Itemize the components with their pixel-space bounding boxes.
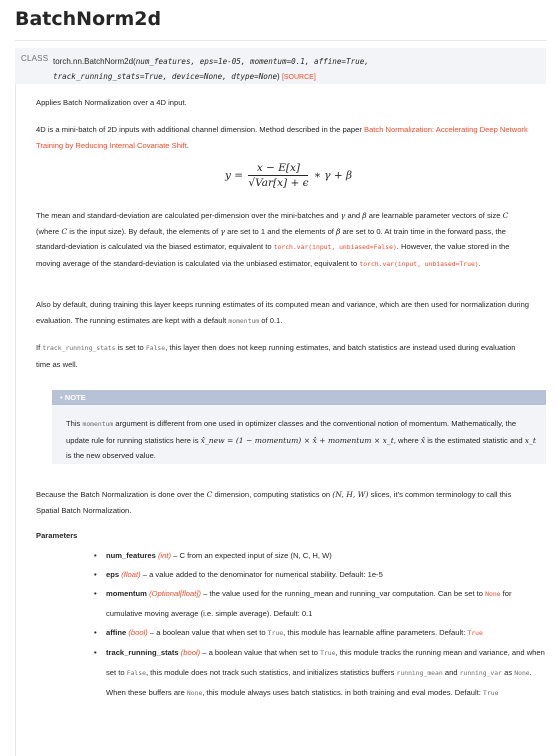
eq-fraction bbox=[248, 162, 308, 189]
spatial-paragraph: Because the Batch Normalization is done over the C dimension, computing statistics on (N, H, W) slices, it’s common terminology to call this Spatial Batch Normalization. bbox=[36, 490, 512, 515]
code-momentum: momentum bbox=[228, 316, 260, 325]
code-var-unbiased: torch.var(input, unbiased=True) bbox=[359, 259, 479, 268]
note-code-momentum: momentum bbox=[82, 420, 114, 428]
note-header bbox=[52, 390, 546, 405]
title-divider bbox=[15, 40, 546, 41]
signature-params-line1: num_features, eps=1e-05, momentum=0.1, affine=True, bbox=[135, 57, 369, 66]
track-stats-paragraph: If track_running_stats is set to False, this layer then does not keep running estimates, and batch statistics are instead used during evaluation time as well. bbox=[36, 343, 516, 369]
code-var-biased: torch.var(input, unbiased=False) bbox=[273, 243, 397, 251]
note-label: • NOTE bbox=[60, 393, 86, 402]
eq-rhs: ∗ γ + β bbox=[313, 169, 353, 182]
mean-std-paragraph: The mean and standard-deviation are calculated per-dimension over the mini-batches and γ and β are learnable parameter vectors of size C (where C is the input size). By default, the elements of γ are set to 1 and the elements of β are set to 0. At train time in the forward pass, the standard-deviation is calculated via the biased estimator, equivalent to torch.var(input, unbiased=False). However, the value stored in the moving average of the standard-deviation is calculated via the unbiased estimator, equivalent to torch.var(input, unbiased=True). bbox=[36, 211, 510, 268]
paper-link[interactable]: Batch Normalization: Accelerating Deep Network Training by Reducing Internal Covariate Shift bbox=[36, 125, 528, 150]
parameters-list bbox=[52, 546, 546, 703]
batchnorm-equation bbox=[225, 162, 352, 189]
class-signature bbox=[15, 48, 546, 84]
param-eps: • eps (float) – a value added to the denominator for numerical stability. Default: 1e-5 bbox=[94, 570, 383, 579]
signature-params-line2: track_running_stats=True, device=None, dtype=None bbox=[53, 72, 278, 81]
note-box bbox=[52, 405, 546, 464]
desc-end: . bbox=[186, 140, 189, 150]
signature-close: ) bbox=[277, 72, 280, 81]
signature-text bbox=[53, 54, 369, 85]
code-false: False bbox=[145, 344, 166, 352]
eq-numerator: x − E[x] bbox=[248, 162, 308, 176]
source-link[interactable]: [SOURCE] bbox=[281, 74, 316, 81]
note-formula: x̂_new = (1 − momentum) × x̂ + momentum × x_t bbox=[200, 435, 394, 445]
param-num-features: • num_features (int) – C from an expected input of size (N, C, H, W) bbox=[94, 551, 332, 560]
param-momentum: • momentum (Optional[float]) – the value used for the running_mean and running_var computation. Can be set to None for cumulative moving average (i.e. simple average). Default: 0.1 bbox=[94, 589, 512, 618]
description-paragraph bbox=[36, 122, 530, 153]
eq-lhs: y = bbox=[225, 169, 244, 182]
code-track-running-stats: track_running_stats bbox=[42, 344, 116, 352]
note-text: This momentum argument is different from one used in optimizer classes and the conventional notion of momentum. Mathematically, the update rule for running statistics here is x̂_new = (1 − momentum) × x̂ + momentum × x_t, where x̂ is the estimated statistic and x_t is the new observed value. bbox=[66, 419, 536, 460]
desc-text: 4D is a mini-batch of 2D inputs with additional channel dimension. Method described in the paper bbox=[36, 125, 362, 134]
intro-paragraph: Applies Batch Normalization over a 4D input. bbox=[36, 98, 187, 107]
running-estimates-paragraph: Also by default, during training this layer keeps running estimates of its computed mean and variance, which are then used for normalization during evaluation. The running estimates are kept with a default momentum of 0.1. bbox=[36, 300, 530, 325]
signature-name: torch.nn.BatchNorm2d( bbox=[53, 57, 136, 66]
page-title: BatchNorm2d bbox=[15, 8, 162, 30]
class-label: CLASS bbox=[21, 54, 49, 63]
parameters-heading: Parameters bbox=[36, 531, 78, 540]
eq-denominator: √Var[x] + ϵ bbox=[248, 177, 309, 189]
param-affine: • affine (bool) – a boolean value that when set to True, this module has learnable affine parameters. Default: True bbox=[94, 628, 483, 637]
param-track-running-stats: • track_running_stats (bool) – a boolean value that when set to True, this module tracks the running mean and variance, and when set to False, this module does not track such statistics, and initializes statistics buffers running_mean and running_var as None. When these buffers are None, this module always uses batch statistics. in both training and eval modes. Default: True bbox=[94, 648, 545, 697]
